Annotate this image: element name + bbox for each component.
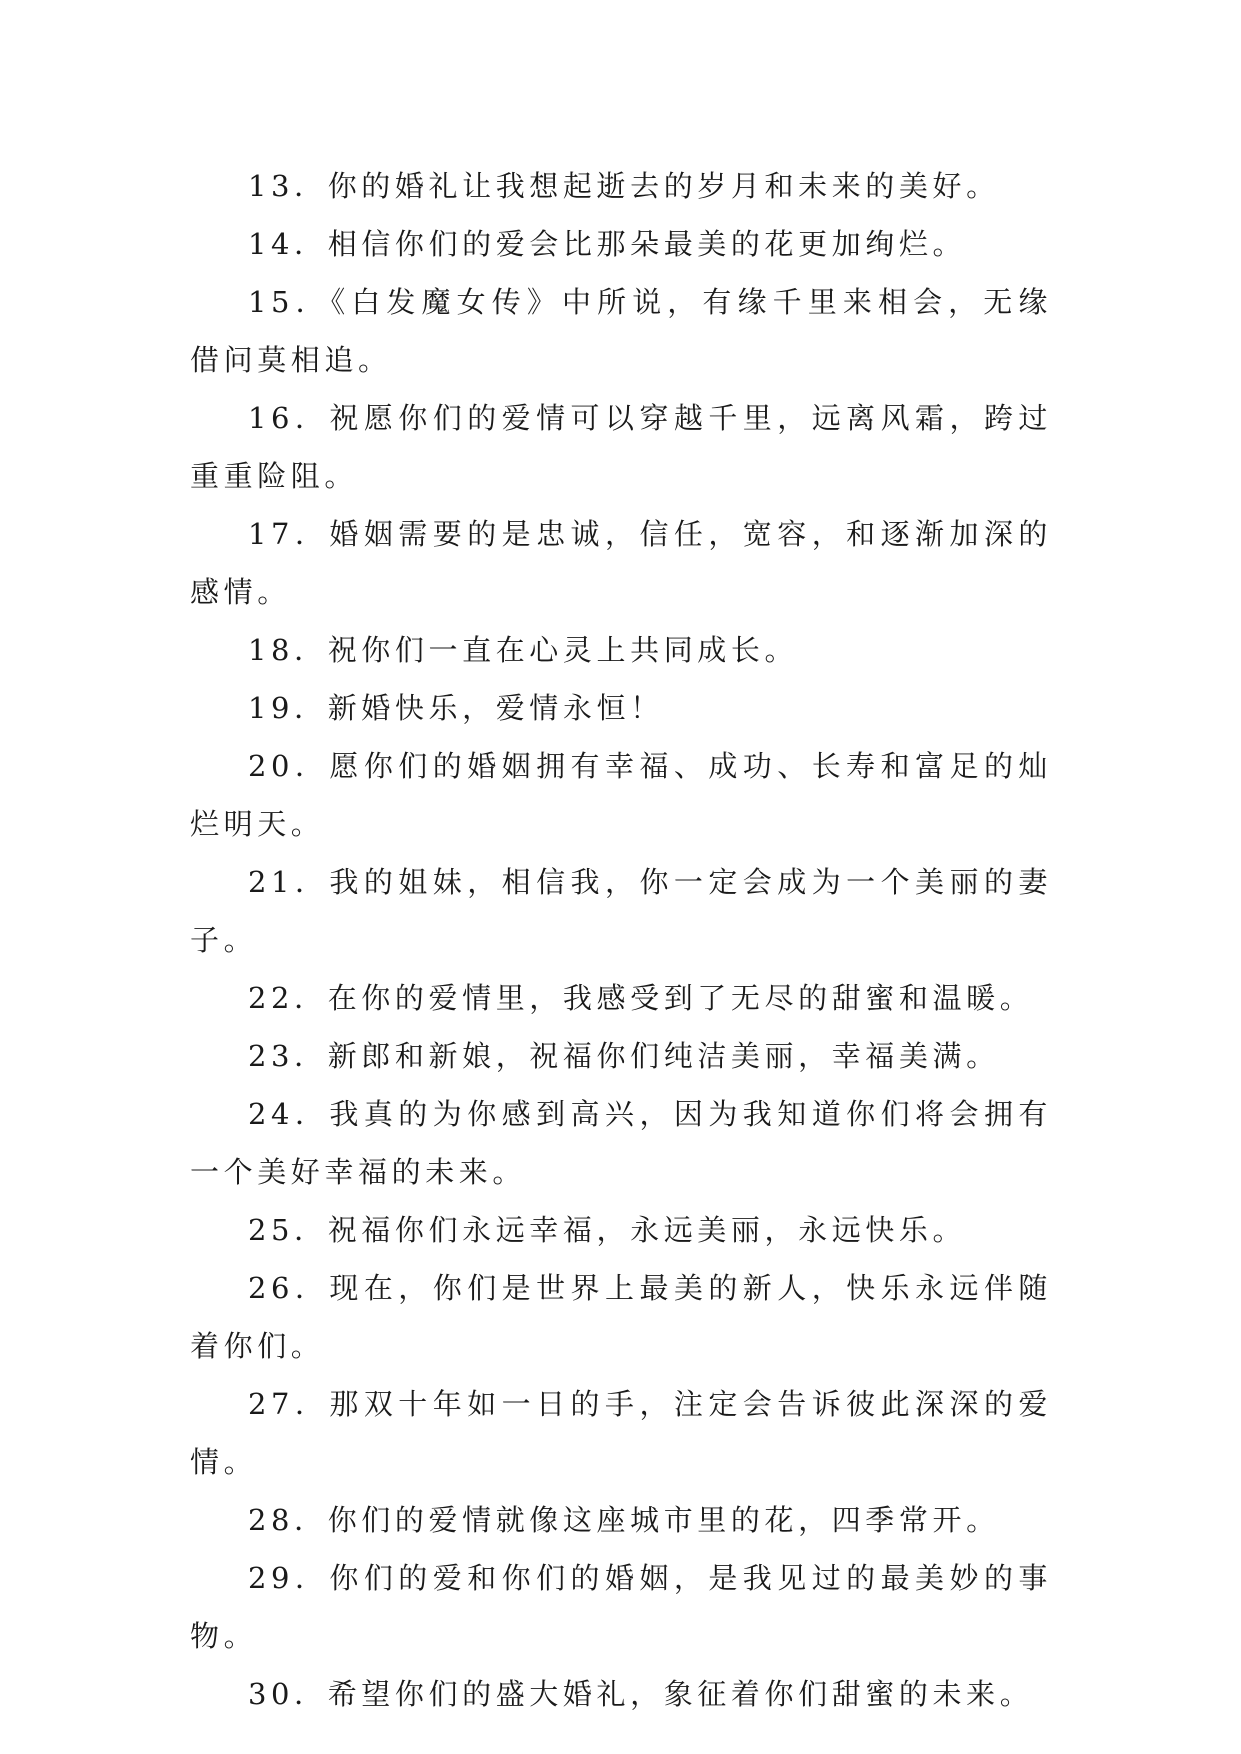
list-item: 21．我的姐妹，相信我，你一定会成为一个美丽的妻子。 <box>190 865 1052 957</box>
list-item: 29．你们的爱和你们的婚姻，是我见过的最美妙的事物。 <box>190 1561 1052 1653</box>
list-item: 28．你们的爱情就像这座城市里的花，四季常开。 <box>248 1503 1000 1537</box>
list-item: 17．婚姻需要的是忠诚，信任，宽容，和逐渐加深的感情。 <box>190 517 1052 609</box>
list-item: 16．祝愿你们的爱情可以穿越千里，远离风霜，跨过重重险阻。 <box>190 401 1052 493</box>
list-item: 24．我真的为你感到高兴，因为我知道你们将会拥有一个美好幸福的未来。 <box>190 1097 1052 1189</box>
list-item: 14．相信你们的爱会比那朵最美的花更加绚烂。 <box>248 227 967 261</box>
list-item: 30．希望你们的盛大婚礼，象征着你们甜蜜的未来。 <box>248 1677 1034 1711</box>
list-item: 22．在你的爱情里，我感受到了无尽的甜蜜和温暖。 <box>248 981 1034 1015</box>
list-item: 20．愿你们的婚姻拥有幸福、成功、长寿和富足的灿烂明天。 <box>190 749 1052 841</box>
list-item: 23．新郎和新娘，祝福你们纯洁美丽，幸福美满。 <box>248 1039 1000 1073</box>
list-item: 27．那双十年如一日的手，注定会告诉彼此深深的爱情。 <box>190 1387 1052 1479</box>
list-item: 25．祝福你们永远幸福，永远美丽，永远快乐。 <box>248 1213 967 1247</box>
list-item: 15．《白发魔女传》中所说，有缘千里来相会，无缘借问莫相追。 <box>190 285 1052 377</box>
document-body <box>190 157 1052 1723</box>
list-item: 18．祝你们一直在心灵上共同成长。 <box>248 633 799 667</box>
list-item: 13．你的婚礼让我想起逝去的岁月和未来的美好。 <box>248 169 1000 203</box>
list-item: 19．新婚快乐，爱情永恒！ <box>248 691 664 725</box>
list-item: 26．现在，你们是世界上最美的新人，快乐永远伴随着你们。 <box>190 1271 1052 1363</box>
